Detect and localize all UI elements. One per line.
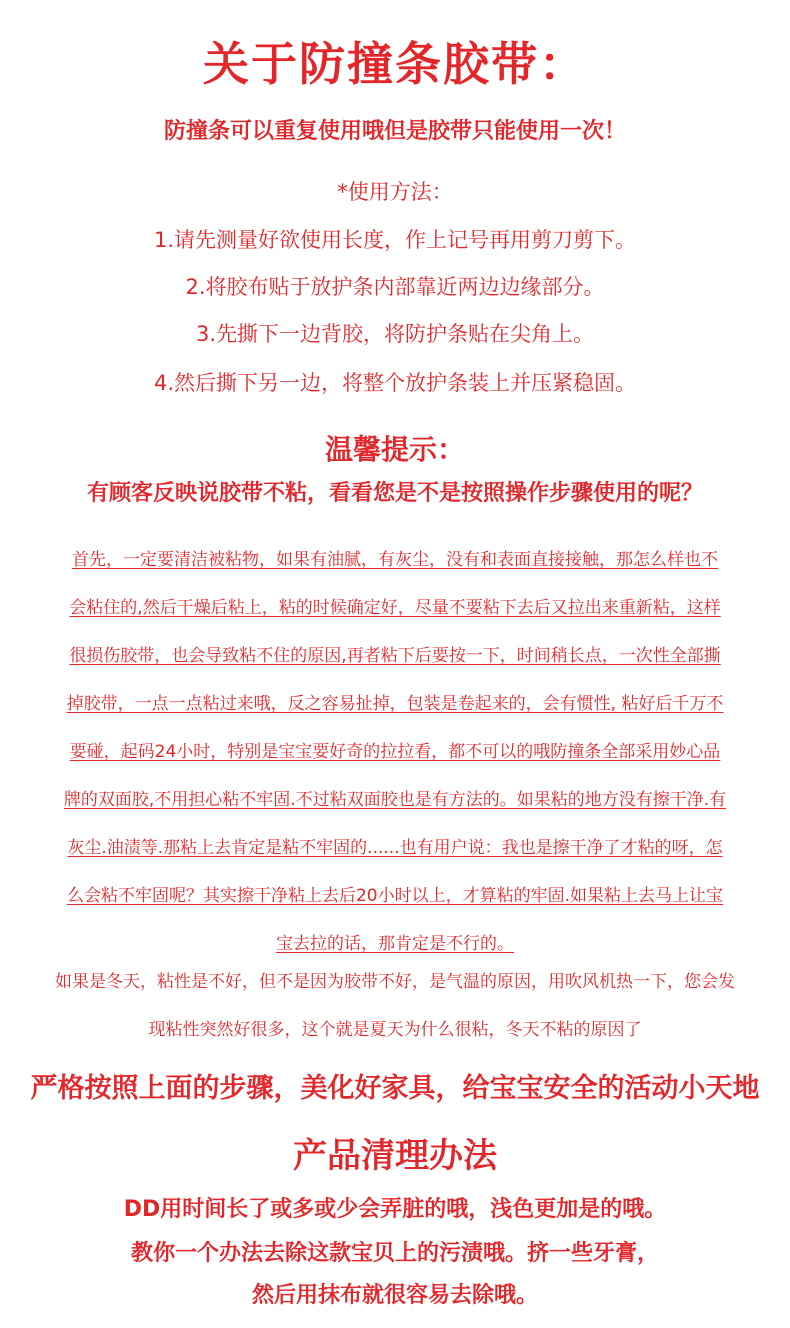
winter-note-line-2: 现粘性突然好很多，这个就是夏天为什么很粘，冬天不粘的原因了 [148, 1020, 642, 1040]
usage-step-4: 4.然后撕下另一边，将整个放护条装上并压紧稳固。 [153, 371, 637, 395]
tips-paragraph-line-4: 掉胶带，一点一点粘过来哦，反之容易扯掉，包装是卷起来的，会有惯性, 粘好后千万不 [66, 694, 724, 714]
usage-step-3: 3.先撕下一边背胶，将防护条贴在尖角上。 [195, 322, 595, 346]
cleaning-line-3: 然后用抹布就很容易去除哦。 [251, 1283, 538, 1308]
strict-note: 严格按照上面的步骤，美化好家具，给宝宝安全的活动小天地 [30, 1073, 760, 1104]
cleaning-line-1: DD用时间长了或多或少会弄脏的哦，浅色更加是的哦。 [123, 1197, 667, 1222]
tips-paragraph-line-9: 宝去拉的话，那肯定是不行的。 [276, 934, 514, 954]
tips-heading: 温馨提示： [324, 433, 465, 466]
tips-paragraph-line-1: 首先，一定要清洁被粘物，如果有油腻，有灰尘，没有和表面直接接触，那怎么样也不 [72, 550, 718, 570]
page-subtitle: 防撞条可以重复使用哦但是胶带只能使用一次！ [163, 119, 626, 144]
tips-paragraph-line-7: 灰尘.油渍等.那粘上去肯定是粘不牢固的......也有用户说：我也是擦干净了才粘的呀，怎 [67, 838, 723, 858]
tips-question: 有顾客反映说胶带不粘，看看您是不是按照操作步骤使用的呢？ [86, 481, 703, 506]
tips-paragraph-line-2: 会粘住的,然后干燥后粘上，粘的时候确定好，尽量不要粘下去后又拉出来重新粘，这样 [69, 598, 721, 618]
cleaning-line-2: 教你一个办法去除这款宝贝上的污渍哦。挤一些牙膏， [130, 1241, 659, 1266]
tips-paragraph-line-5: 要碰，起码24小时，特别是宝宝要好奇的拉拉看，都不可以的哦防撞条全部采用妙心品 [69, 742, 721, 762]
page-title: 关于防撞条胶带： [203, 37, 587, 91]
tips-paragraph-line-8: 么会粘不牢固呢？其实擦干净粘上去后20小时以上，才算粘的牢固.如果粘上去马上让宝 [66, 886, 724, 906]
usage-step-2: 2.将胶布贴于放护条内部靠近两边边缘部分。 [185, 275, 605, 299]
tips-paragraph-line-6: 牌的双面胶,不用担心粘不牢固.不过粘双面胶也是有方法的。如果粘的地方没有擦干净.有 [63, 790, 727, 810]
winter-note-line-1: 如果是冬天，粘性是不好，但不是因为胶带不好，是气温的原因，用吹风机热一下，您会发 [55, 972, 735, 992]
usage-step-1: 1.请先测量好欲使用长度，作上记号再用剪刀剪下。 [153, 228, 637, 252]
cleaning-heading: 产品清理办法 [293, 1136, 497, 1176]
tips-paragraph-line-3: 很损伤胶带，也会导致粘不住的原因,再者粘下后要按一下，时间稍长点，一次性全部撕 [69, 646, 721, 666]
usage-heading: *使用方法： [337, 180, 453, 204]
